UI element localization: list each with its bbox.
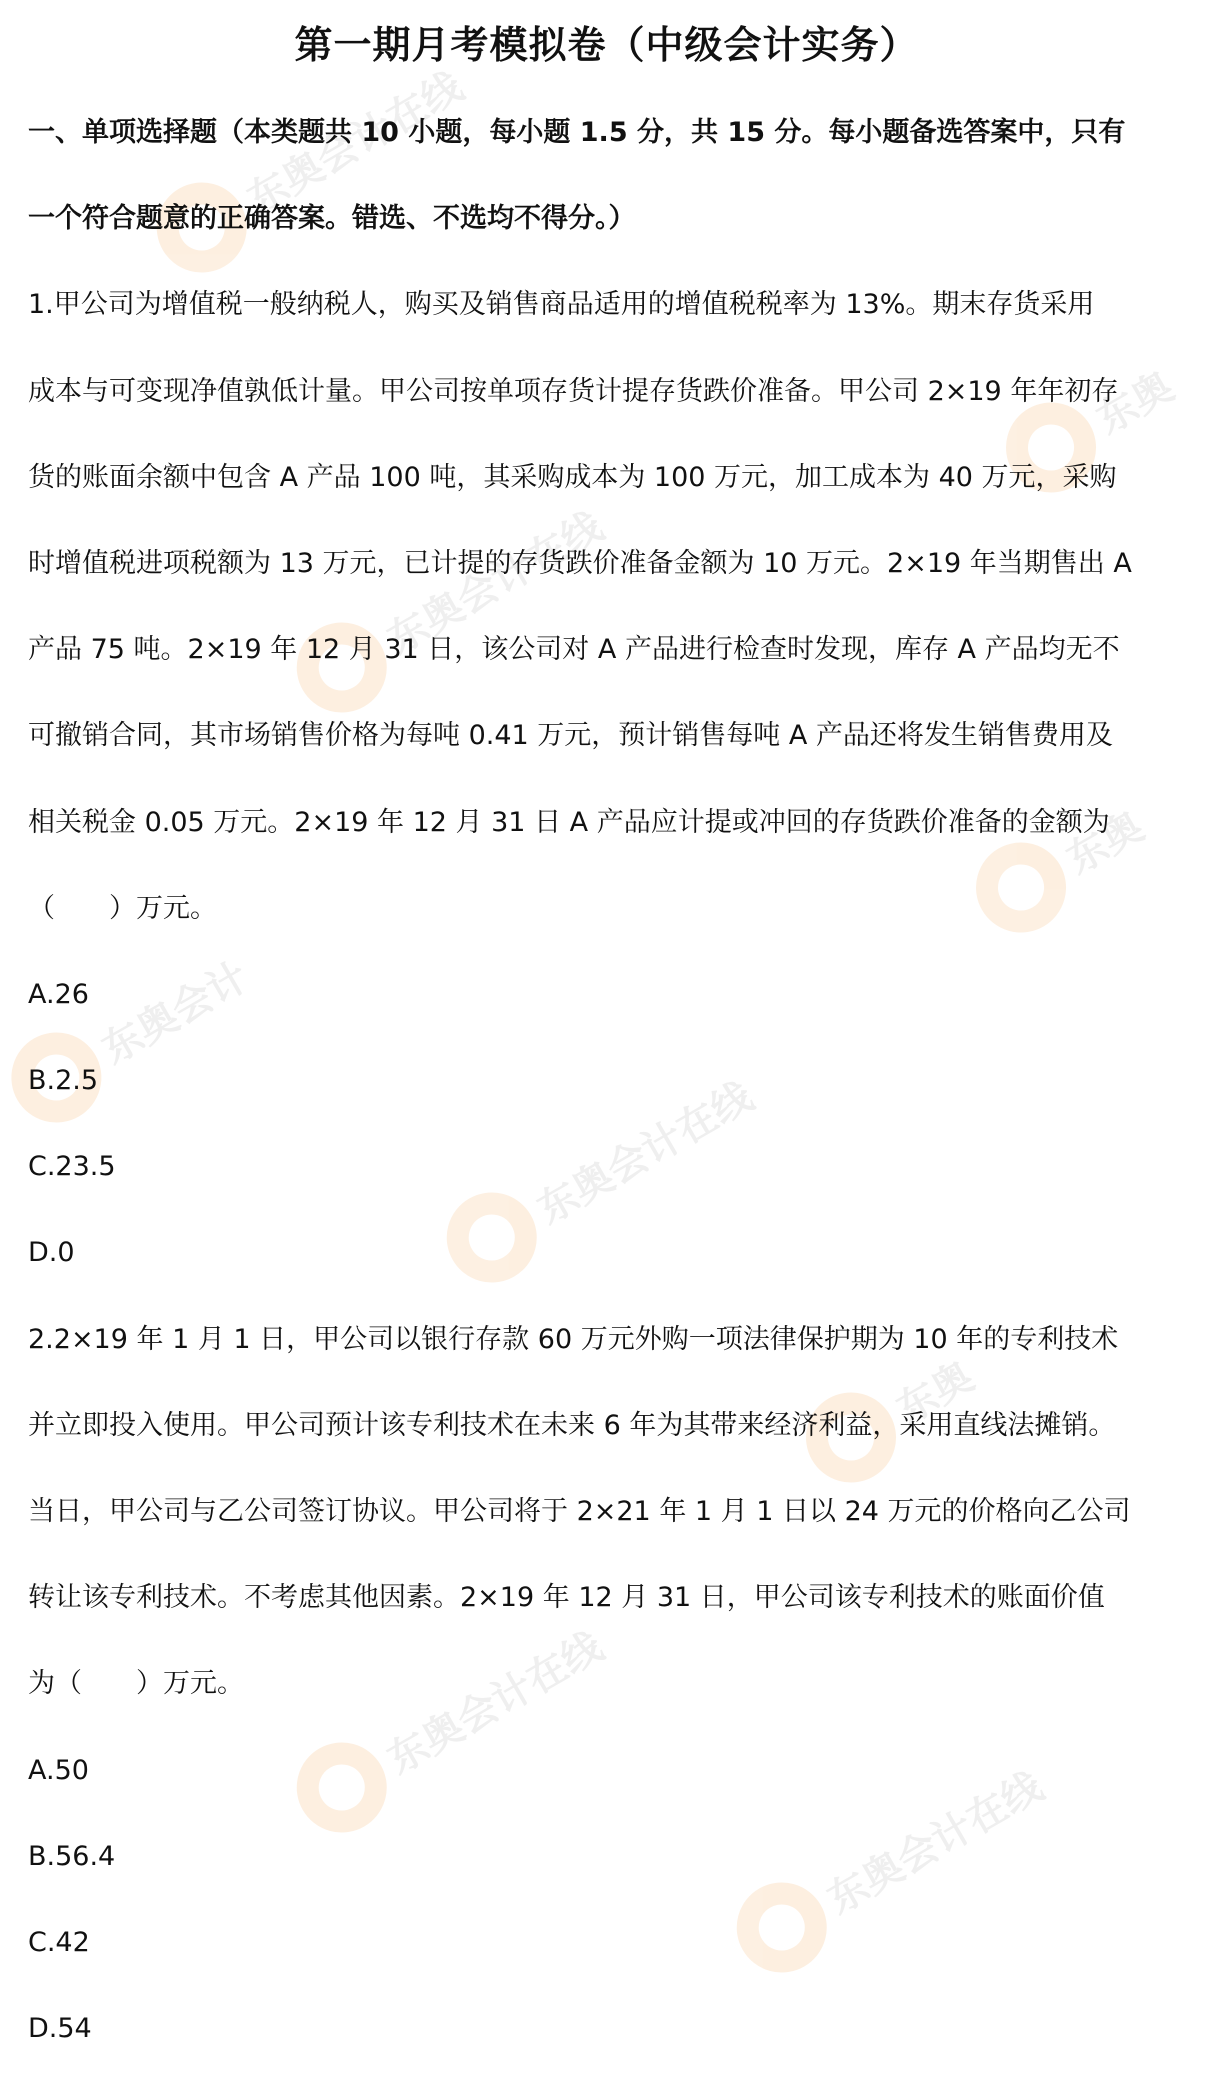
question-text-line: 转让该专利技术。不考虑其他因素。2×19 年 12 月 31 日，甲公司该专利技术的账面价值 <box>28 1582 1105 1614</box>
option-c: C.42 <box>28 1926 90 1958</box>
watermark-logo: 东奥会计在线 <box>140 41 479 289</box>
option-b: B.56.4 <box>28 1840 116 1872</box>
question-text-line: 2.2×19 年 1 月 1 日，甲公司以银行存款 60 万元外购一项法律保护期为 10 年的专利技术 <box>28 1323 1119 1355</box>
watermark-logo: 东奥会计在线 <box>430 1051 769 1299</box>
watermark-logo: 东奥会计 <box>0 931 265 1139</box>
option-d: D.0 <box>28 1237 75 1269</box>
section-header-line: 一、单项选择题（本类题共 10 小题，每小题 1.5 分，共 15 分。每小题备选答案中，只有 <box>28 117 1126 148</box>
watermark-logo: 东奥 <box>960 781 1161 949</box>
question-text-line: （ ）万元。 <box>28 892 217 924</box>
watermark-logo: 东奥会计在线 <box>720 1741 1059 1989</box>
watermark-logo: 东奥 <box>790 1331 991 1499</box>
option-c: C.23.5 <box>28 1151 116 1183</box>
watermark-logo: 东奥 <box>990 341 1191 509</box>
question-text-line: 产品 75 吨。2×19 年 12 月 31 日，该公司对 A 产品进行检查时发现，库存 A 产品均无不 <box>28 634 1120 666</box>
question-text-line: 相关税金 0.05 万元。2×19 年 12 月 31 日 A 产品应计提或冲回的存货跌价准备的金额为 <box>28 806 1110 838</box>
question-text-line: 当日，甲公司与乙公司签订协议。甲公司将于 2×21 年 1 月 1 日以 24 万元的价格向乙公司 <box>28 1496 1131 1527</box>
question-text-line: 1.甲公司为增值税一般纳税人，购买及销售商品适用的增值税税率为 13%。期末存货采用 <box>28 289 1095 321</box>
question-text-line: 并立即投入使用。甲公司预计该专利技术在未来 6 年为其带来经济利益，采用直线法摊销。 <box>28 1409 1116 1441</box>
option-d: D.54 <box>28 2013 92 2045</box>
watermark-logo: 东奥会计在线 <box>280 1601 619 1849</box>
watermark-logo: 东奥会计在线 <box>280 481 619 729</box>
option-a: A.50 <box>28 1754 89 1786</box>
document-title: 第一期月考模拟卷（中级会计实务） <box>294 23 919 67</box>
question-text-line: 货的账面余额中包含 A 产品 100 吨，其采购成本为 100 万元，加工成本为 40 万元，采购 <box>28 461 1117 493</box>
question-text-line: 为（ ）万元。 <box>28 1668 244 1700</box>
section-header <box>28 90 1185 262</box>
question-text-line: 可撤销合同，其市场销售价格为每吨 0.41 万元，预计销售每吨 A 产品还将发生销售费用及 <box>28 720 1113 752</box>
question-2 <box>28 1297 1185 2073</box>
question-text-line: 成本与可变现净值孰低计量。甲公司按单项存货计提存货跌价准备。甲公司 2×19 年年初存 <box>28 375 1119 407</box>
option-a: A.26 <box>28 978 89 1010</box>
question-text-line: 时增值税进项税额为 13 万元，已计提的存货跌价准备金额为 10 万元。2×19 年当期售出 A <box>28 547 1132 579</box>
option-b: B.2.5 <box>28 1065 99 1097</box>
question-1 <box>28 262 1185 1296</box>
section-header-line: 一个符合题意的正确答案。错选、不选均不得分。） <box>28 203 636 235</box>
